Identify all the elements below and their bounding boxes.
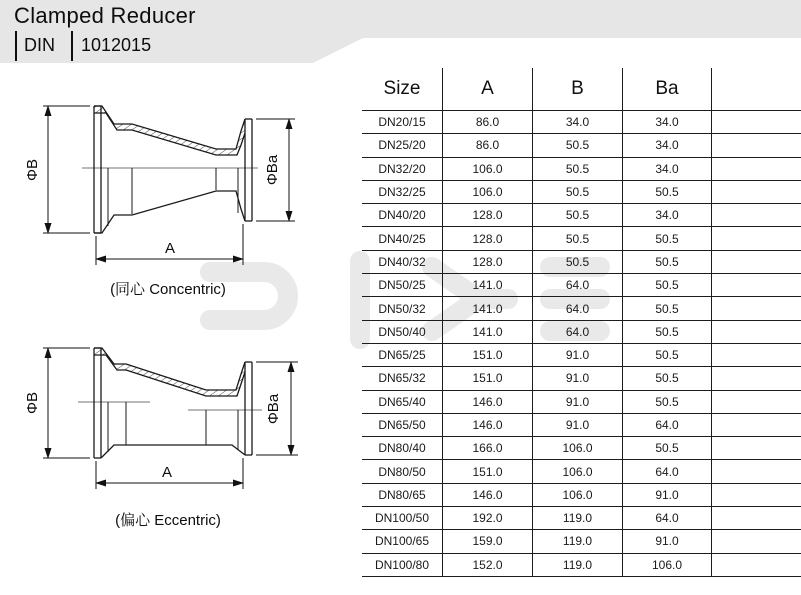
table-row (362, 134, 801, 157)
table-cell: 159.0 (443, 530, 533, 553)
table-cell: 50.5 (533, 250, 623, 273)
table-cell: 119.0 (533, 553, 623, 576)
dim-ba-label: ΦBa (264, 154, 281, 186)
table-cell: 91.0 (533, 413, 623, 436)
table-cell: 91.0 (623, 530, 712, 553)
table-cell (712, 180, 801, 203)
table-cell: DN65/50 (362, 413, 443, 436)
table-row (362, 507, 801, 530)
dim-b (43, 348, 90, 458)
table-cell: 146.0 (443, 390, 533, 413)
table-cell: 106.0 (443, 157, 533, 180)
table-cell: 50.5 (623, 390, 712, 413)
column-header: A (443, 68, 533, 111)
table-cell (712, 134, 801, 157)
dim-a-label: A (161, 464, 173, 481)
table-cell: 151.0 (443, 367, 533, 390)
table-cell: 106.0 (533, 460, 623, 483)
table-cell: 64.0 (533, 320, 623, 343)
table-row (362, 204, 801, 227)
table-cell: DN50/32 (362, 297, 443, 320)
table-cell: 192.0 (443, 507, 533, 530)
table-cell: 128.0 (443, 250, 533, 273)
table-cell: DN50/25 (362, 274, 443, 297)
table-cell: 151.0 (443, 343, 533, 366)
table-cell: 141.0 (443, 297, 533, 320)
table-row (362, 180, 801, 203)
table-cell: 50.5 (623, 274, 712, 297)
table-cell: DN80/65 (362, 483, 443, 506)
table-cell: 34.0 (623, 204, 712, 227)
table-cell: 106.0 (533, 483, 623, 506)
table-cell: 50.5 (623, 343, 712, 366)
dim-ba-label: ΦBa (265, 393, 282, 425)
table-cell: DN40/20 (362, 204, 443, 227)
column-header (712, 68, 801, 111)
table-cell: 50.5 (533, 180, 623, 203)
table-cell: 91.0 (533, 390, 623, 413)
table-cell: 91.0 (533, 343, 623, 366)
table-cell: DN40/25 (362, 227, 443, 250)
table-row (362, 413, 801, 436)
divider-bar (15, 31, 17, 61)
standard-label: DIN (24, 35, 55, 55)
table-cell: 50.5 (623, 297, 712, 320)
table-cell: DN32/20 (362, 157, 443, 180)
table-cell: DN20/15 (362, 111, 443, 134)
table-cell: 119.0 (533, 530, 623, 553)
table-cell (712, 413, 801, 436)
column-header: Ba (623, 68, 712, 111)
table-cell (712, 460, 801, 483)
table-cell (712, 483, 801, 506)
page-title: Clamped Reducer (14, 3, 196, 28)
table-row (362, 157, 801, 180)
eccentric-drawing (10, 340, 350, 502)
section-hatch (94, 348, 245, 396)
table-cell (712, 367, 801, 390)
table-row (362, 320, 801, 343)
table-cell (712, 227, 801, 250)
column-header: Size (362, 68, 443, 111)
table-cell: 50.5 (623, 250, 712, 273)
table-cell: DN50/40 (362, 320, 443, 343)
table-cell: 34.0 (623, 134, 712, 157)
table-row (362, 437, 801, 460)
table-row (362, 250, 801, 273)
table-cell: 128.0 (443, 227, 533, 250)
table-cell: 64.0 (533, 297, 623, 320)
dim-b-label: ΦB (24, 159, 41, 181)
table-cell: DN80/50 (362, 460, 443, 483)
table-cell: DN65/40 (362, 390, 443, 413)
table-cell: 64.0 (623, 413, 712, 436)
table-cell: 166.0 (443, 437, 533, 460)
table-cell: 141.0 (443, 274, 533, 297)
table-cell (712, 530, 801, 553)
table-cell: 86.0 (443, 111, 533, 134)
dim-b (43, 106, 90, 233)
table-cell (712, 343, 801, 366)
table-cell: 50.5 (623, 180, 712, 203)
outline (94, 348, 252, 458)
table-row (362, 274, 801, 297)
table-cell: DN100/50 (362, 507, 443, 530)
table-cell: 141.0 (443, 320, 533, 343)
table-cell: DN32/25 (362, 180, 443, 203)
table-cell: 106.0 (443, 180, 533, 203)
table-cell: 64.0 (533, 274, 623, 297)
divider-bar (71, 31, 73, 61)
table-cell: 106.0 (533, 437, 623, 460)
table-cell: 146.0 (443, 483, 533, 506)
concentric-caption: (同心 Concentric) (110, 281, 226, 298)
spec-table (362, 68, 801, 577)
table-cell: 152.0 (443, 553, 533, 576)
table-cell: 119.0 (533, 507, 623, 530)
table-cell: DN25/20 (362, 134, 443, 157)
table-cell (712, 274, 801, 297)
table-cell: DN40/32 (362, 250, 443, 273)
table-cell: 64.0 (623, 507, 712, 530)
table-cell: 34.0 (623, 111, 712, 134)
table-cell: 128.0 (443, 204, 533, 227)
table-cell (712, 437, 801, 460)
eccentric-caption: (偏心 Eccentric) (115, 512, 221, 529)
table-cell (712, 390, 801, 413)
table-cell (712, 553, 801, 576)
table-cell: DN65/25 (362, 343, 443, 366)
table-header-row (362, 68, 801, 111)
table-cell: 64.0 (623, 460, 712, 483)
table-cell: DN65/32 (362, 367, 443, 390)
table-cell (712, 297, 801, 320)
table-cell: 50.5 (623, 367, 712, 390)
table-cell: DN80/40 (362, 437, 443, 460)
table-row (362, 553, 801, 576)
spec-table-head (362, 68, 801, 111)
table-cell: 50.5 (623, 227, 712, 250)
table-cell (712, 111, 801, 134)
concentric-drawing (10, 93, 350, 275)
table-cell: DN100/65 (362, 530, 443, 553)
table-row (362, 343, 801, 366)
dim-b-label: ΦB (24, 392, 41, 414)
table-row (362, 227, 801, 250)
dim-a-label: A (164, 240, 176, 257)
table-cell (712, 320, 801, 343)
table-row (362, 297, 801, 320)
table-cell: 91.0 (623, 483, 712, 506)
table-cell: 86.0 (443, 134, 533, 157)
table-cell (712, 204, 801, 227)
table-cell (712, 507, 801, 530)
table-cell: 34.0 (533, 111, 623, 134)
table-cell: 91.0 (533, 367, 623, 390)
table-cell: 50.5 (533, 134, 623, 157)
table-row (362, 367, 801, 390)
table-cell: 34.0 (623, 157, 712, 180)
standard-code: 1012015 (81, 35, 152, 55)
column-header: B (533, 68, 623, 111)
table-cell: 50.5 (623, 437, 712, 460)
table-row (362, 460, 801, 483)
table-cell: 50.5 (623, 320, 712, 343)
spec-table-body (362, 111, 801, 577)
table-cell (712, 250, 801, 273)
table-cell: 146.0 (443, 413, 533, 436)
table-cell (712, 157, 801, 180)
table-cell: 50.5 (533, 157, 623, 180)
table-cell: 50.5 (533, 204, 623, 227)
table-cell: 106.0 (623, 553, 712, 576)
table-cell: 50.5 (533, 227, 623, 250)
table-row (362, 111, 801, 134)
table-cell: DN100/80 (362, 553, 443, 576)
table-row (362, 390, 801, 413)
table-cell: 151.0 (443, 460, 533, 483)
table-row (362, 530, 801, 553)
table-row (362, 483, 801, 506)
